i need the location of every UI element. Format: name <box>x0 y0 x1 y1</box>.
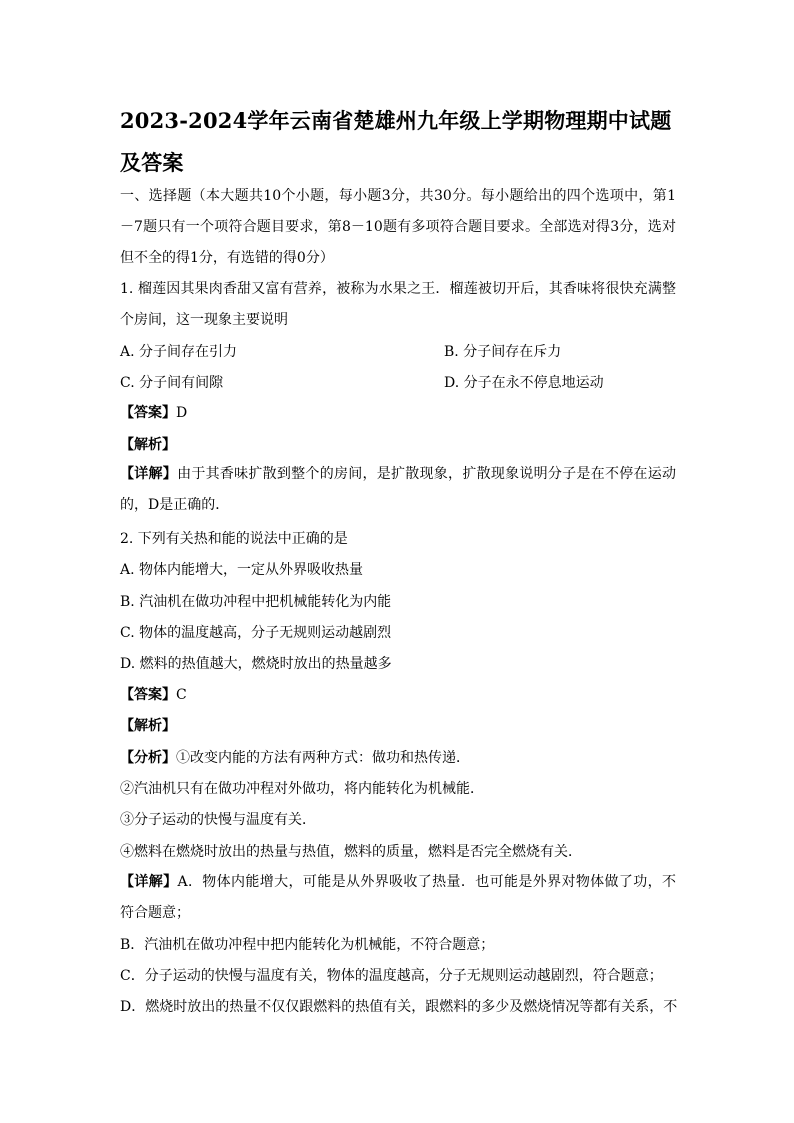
question-1-stem: 1. 榴莲因其果肉香甜又富有营养，被称为水果之王．榴莲被切开后，其香味将很快充满整个房间，这一现象主要说明 <box>120 281 676 328</box>
fenxi-text: ①改变内能的方法有两种方式：做功和热传递． <box>176 750 470 766</box>
page-title: 2023-2024学年云南省楚雄州九年级上学期物理期中试题及答案 <box>120 108 672 175</box>
detail-text: A．物体内能增大，可能是从外界吸收了热量．也可能是外界对物体做了功，不符合题意； <box>120 874 677 921</box>
q1-option-c: C. 分子间有间隙 <box>120 375 224 391</box>
q2-detail-d: D．燃烧时放出的热量不仅仅跟燃料的热值有关，跟燃料的多少及燃烧情况等都有关系，不 <box>120 999 678 1015</box>
answer-value: C <box>176 687 187 703</box>
q2-option-c: C. 物体的温度越高，分子无规则运动越剧烈 <box>120 625 392 641</box>
q2-detail-a <box>120 867 676 929</box>
q1-option-d: D. 分子在永不停息地运动 <box>444 375 604 391</box>
answer-tag: 【答案】 <box>120 405 176 421</box>
fenxi-tag: 【分析】 <box>120 750 176 766</box>
q2-analysis-tag: 【解析】 <box>120 718 176 734</box>
detail-tag: 【详解】 <box>120 466 178 482</box>
q1-answer <box>120 404 187 422</box>
q2-answer <box>120 686 187 704</box>
q2-fenxi-line-4: ④燃料在燃烧时放出的热量与热值，燃料的质量，燃料是否完全燃烧有关． <box>120 844 582 860</box>
q2-option-b: B. 汽油机在做功冲程中把机械能转化为内能 <box>120 594 392 610</box>
q2-detail-b: B．汽油机在做功冲程中把内能转化为机械能，不符合题意； <box>120 937 495 953</box>
answer-tag: 【答案】 <box>120 687 176 703</box>
q2-fenxi-line-2: ②汽油机只有在做功冲程对外做功，将内能转化为机械能． <box>120 781 484 797</box>
section-intro: 一、选择题（本大题共10个小题，每小题3分，共30分。每小题给出的四个选项中，第1－7题只有一个项符合题目要求，第8－10题有多项符合题目要求。全部选对得3分，选对但不全的得1分，有选错的得0分） <box>120 188 676 266</box>
q2-option-a: A. 物体内能增大，一定从外界吸收热量 <box>120 562 364 578</box>
q1-detail <box>120 459 676 521</box>
q2-detail-c: C．分子运动的快慢与温度有关，物体的温度越高，分子无规则运动越剧烈，符合题意； <box>120 968 663 984</box>
answer-value: D <box>176 405 188 421</box>
question-2-stem: 2. 下列有关热和能的说法中正确的是 <box>120 531 348 547</box>
detail-tag: 【详解】 <box>120 874 178 890</box>
q1-analysis-tag: 【解析】 <box>120 437 176 453</box>
q1-option-a: A. 分子间存在引力 <box>120 344 238 360</box>
q2-fenxi-line-3: ③分子运动的快慢与温度有关． <box>120 812 316 828</box>
q2-fenxi-line-1 <box>120 749 470 767</box>
detail-text: 由于其香味扩散到整个的房间，是扩散现象，扩散现象说明分子是在不停在运动的，D是正确的． <box>120 466 677 513</box>
q2-option-d: D. 燃料的热值越大，燃烧时放出的热量越多 <box>120 656 392 672</box>
q1-option-b: B. 分子间存在斥力 <box>444 344 562 360</box>
